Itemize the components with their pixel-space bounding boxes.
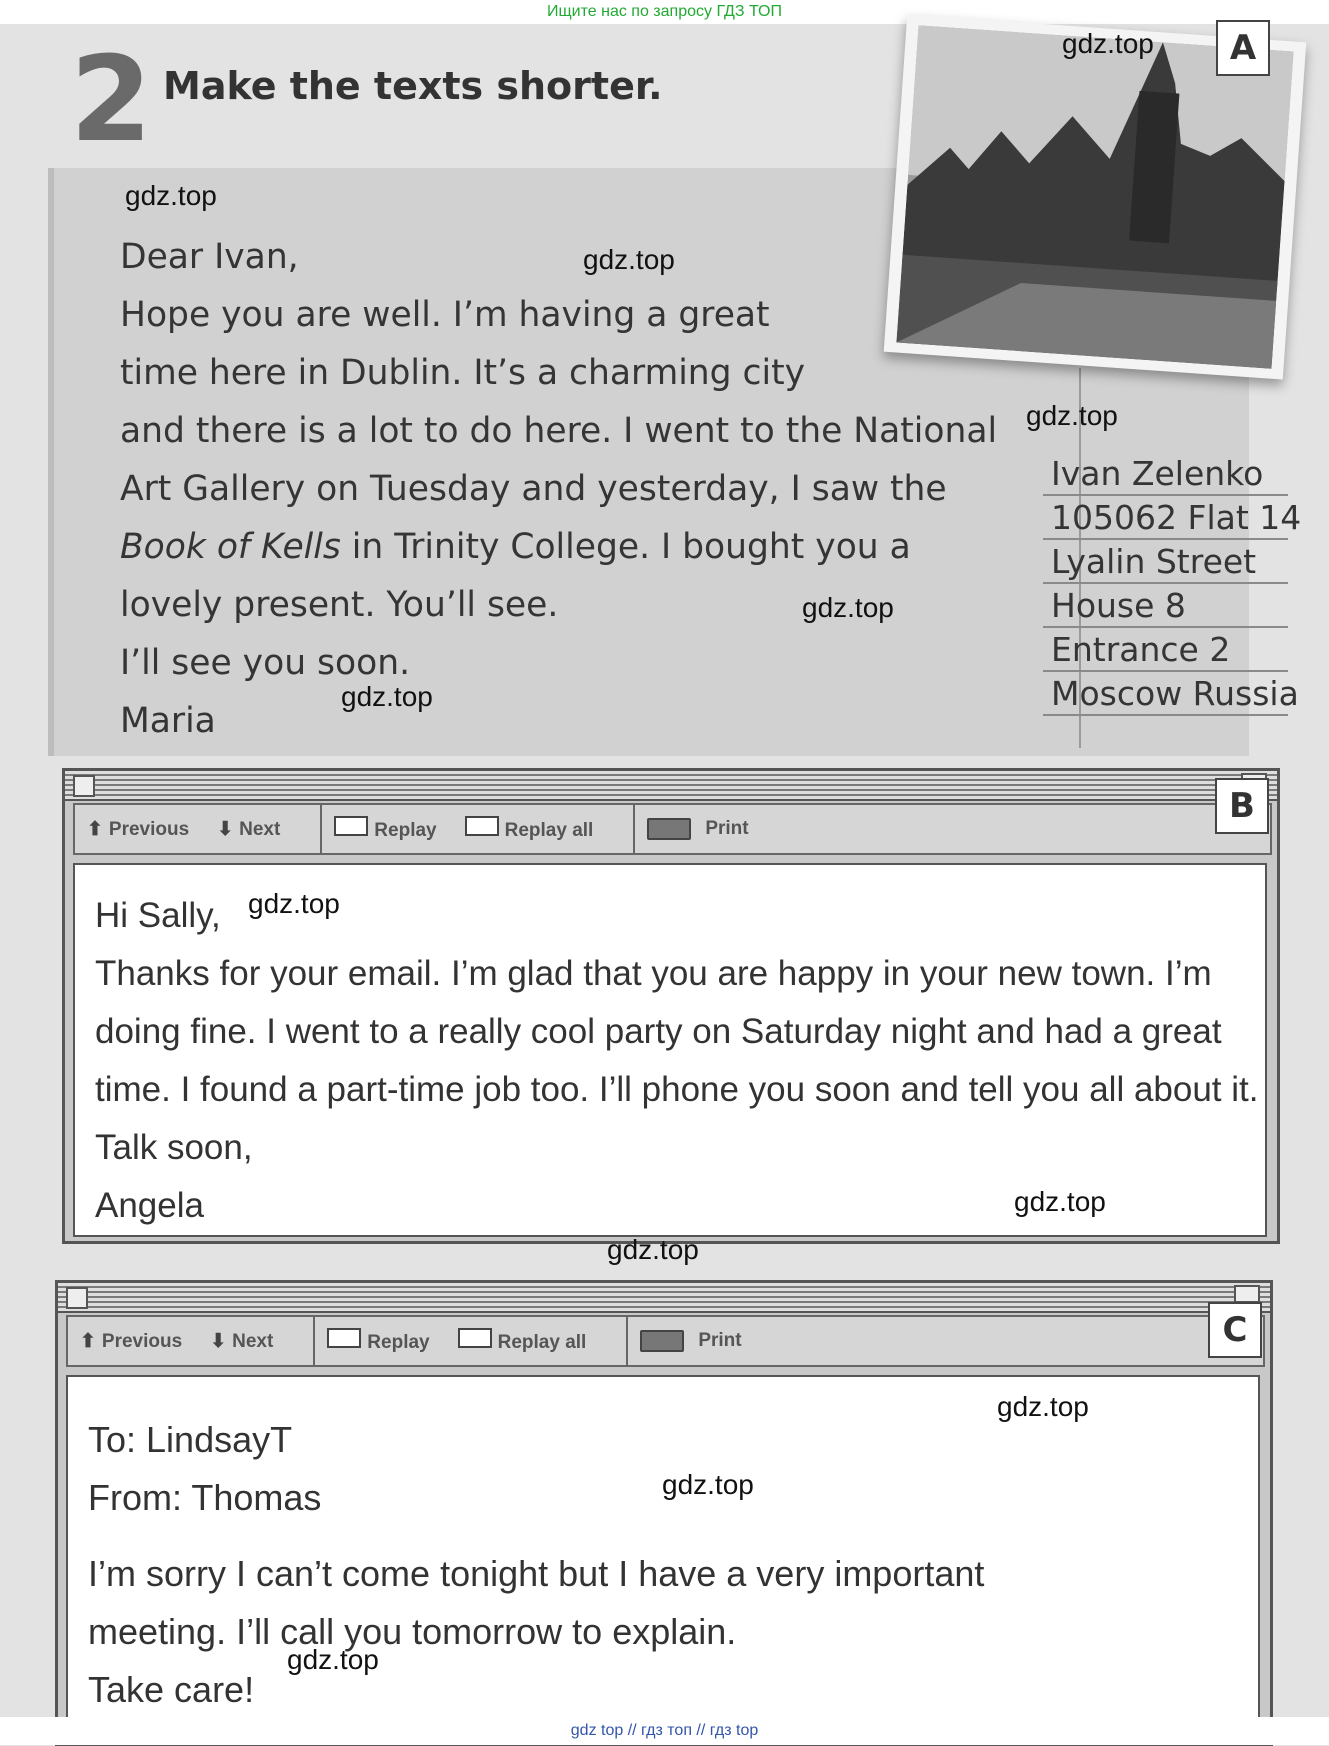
watermark: gdz.top xyxy=(287,1644,379,1675)
replay-group xyxy=(322,805,635,853)
label-b-badge: B xyxy=(1215,778,1269,834)
close-icon[interactable] xyxy=(73,775,95,797)
letter-line: Hope you are well. I’m having a great xyxy=(120,295,770,335)
letter-line: time here in Dublin. It’s a charming city xyxy=(120,353,806,393)
replay-button[interactable]: Replay xyxy=(334,816,450,842)
email-to: To: LindsayT xyxy=(88,1419,293,1460)
letter-line: Maria xyxy=(120,701,216,741)
letter-line xyxy=(120,518,997,576)
watermark: gdz.top xyxy=(607,1234,699,1265)
bottom-banner xyxy=(0,1717,1329,1745)
email-line: Hi Sally, xyxy=(95,896,221,935)
print-button[interactable]: Print xyxy=(628,1317,767,1365)
email-line: I’m sorry I can’t come tonight but I have a very important xyxy=(88,1553,985,1594)
top-banner xyxy=(0,0,1329,24)
arrow-down-icon: ⬇ xyxy=(210,1330,227,1352)
letter-line-rest: in Trinity College. I bought you a xyxy=(351,527,911,567)
letter-line: lovely present. You’ll see. xyxy=(120,585,559,625)
nav-group xyxy=(75,805,322,853)
next-button[interactable]: ⬇ Next xyxy=(217,818,281,840)
exercise-title: Make the texts shorter. xyxy=(163,64,663,108)
letter-line: Dear Ivan, xyxy=(120,237,299,277)
email-window-c xyxy=(55,1280,1273,1746)
email-b-text xyxy=(95,887,1258,1235)
watermark: gdz.top xyxy=(802,592,894,623)
address-line: Moscow Russia xyxy=(1043,672,1288,716)
previous-button[interactable]: ⬆ Previous xyxy=(80,1330,183,1352)
watermark: gdz.top xyxy=(1062,28,1154,59)
watermark: gdz.top xyxy=(583,244,675,275)
email-c-header xyxy=(88,1411,321,1527)
label-c-badge: C xyxy=(1208,1302,1262,1358)
window-titlebar xyxy=(65,771,1277,801)
email-toolbar xyxy=(66,1315,1265,1367)
bottom-banner-text: gdz top // гдз топ // гдз top xyxy=(570,1722,759,1739)
letter-line: I’ll see you soon. xyxy=(120,643,411,683)
replay-group xyxy=(315,1317,628,1365)
print-button[interactable]: Print xyxy=(635,805,774,853)
email-body-c xyxy=(66,1375,1260,1739)
exercise-number: 2 xyxy=(70,30,153,168)
arrow-down-icon: ⬇ xyxy=(217,818,234,840)
window-titlebar xyxy=(58,1283,1270,1313)
watermark: gdz.top xyxy=(662,1469,754,1500)
email-window-b xyxy=(62,768,1280,1244)
postcard-letter xyxy=(120,228,997,750)
watermark: gdz.top xyxy=(1026,400,1118,431)
watermark: gdz.top xyxy=(248,888,340,919)
previous-button[interactable]: ⬆ Previous xyxy=(87,818,190,840)
address-line: Entrance 2 xyxy=(1043,628,1288,672)
replay-icon xyxy=(327,1328,361,1348)
email-c-text xyxy=(88,1545,984,1719)
next-button[interactable]: ⬇ Next xyxy=(210,1330,274,1352)
address-line: Ivan Zelenko xyxy=(1043,452,1288,496)
watermark: gdz.top xyxy=(997,1391,1089,1422)
watermark: gdz.top xyxy=(125,180,217,211)
printer-icon xyxy=(647,818,691,840)
watermark: gdz.top xyxy=(1014,1186,1106,1217)
email-line: Talk soon, xyxy=(95,1128,253,1167)
nav-group xyxy=(68,1317,315,1365)
email-line: Angela xyxy=(95,1186,204,1225)
replay-all-icon xyxy=(465,816,499,836)
arrow-up-icon: ⬆ xyxy=(80,1330,96,1352)
watermark: gdz.top xyxy=(341,681,433,712)
address-line: 105062 Flat 14 xyxy=(1043,496,1288,540)
address-line: House 8 xyxy=(1043,584,1288,628)
cathedral-photo xyxy=(896,25,1293,368)
email-line: Thanks for your email. I’m glad that you are happy in your new town. I’m xyxy=(95,954,1212,993)
printer-icon xyxy=(640,1330,684,1352)
email-line: doing fine. I went to a really cool party on Saturday night and had a great xyxy=(95,1012,1222,1051)
email-line: time. I found a part-time job too. I’ll phone you soon and tell you all about it. xyxy=(95,1070,1259,1109)
label-a-badge: A xyxy=(1216,20,1270,76)
resize-icon[interactable] xyxy=(1234,1285,1260,1303)
book-title: Book of Kells xyxy=(120,527,341,567)
email-line: meeting. I’ll call you tomorrow to explain. xyxy=(88,1611,737,1652)
close-icon[interactable] xyxy=(66,1287,88,1309)
arrow-up-icon: ⬆ xyxy=(87,818,103,840)
replay-all-button[interactable]: Replay all xyxy=(465,816,608,842)
email-toolbar xyxy=(73,803,1272,855)
postcard-address xyxy=(1043,452,1302,716)
email-from: From: Thomas xyxy=(88,1477,322,1518)
email-line: Take care! xyxy=(88,1669,255,1710)
top-banner-text: Ищите нас по запросу ГДЗ ТОП xyxy=(547,3,782,20)
replay-button[interactable]: Replay xyxy=(327,1328,443,1354)
replay-all-button[interactable]: Replay all xyxy=(458,1328,601,1354)
replay-all-icon xyxy=(458,1328,492,1348)
letter-line: Art Gallery on Tuesday and yesterday, I saw the xyxy=(120,469,947,509)
address-line: Lyalin Street xyxy=(1043,540,1288,584)
replay-icon xyxy=(334,816,368,836)
letter-line: and there is a lot to do here. I went to the National xyxy=(120,411,998,451)
